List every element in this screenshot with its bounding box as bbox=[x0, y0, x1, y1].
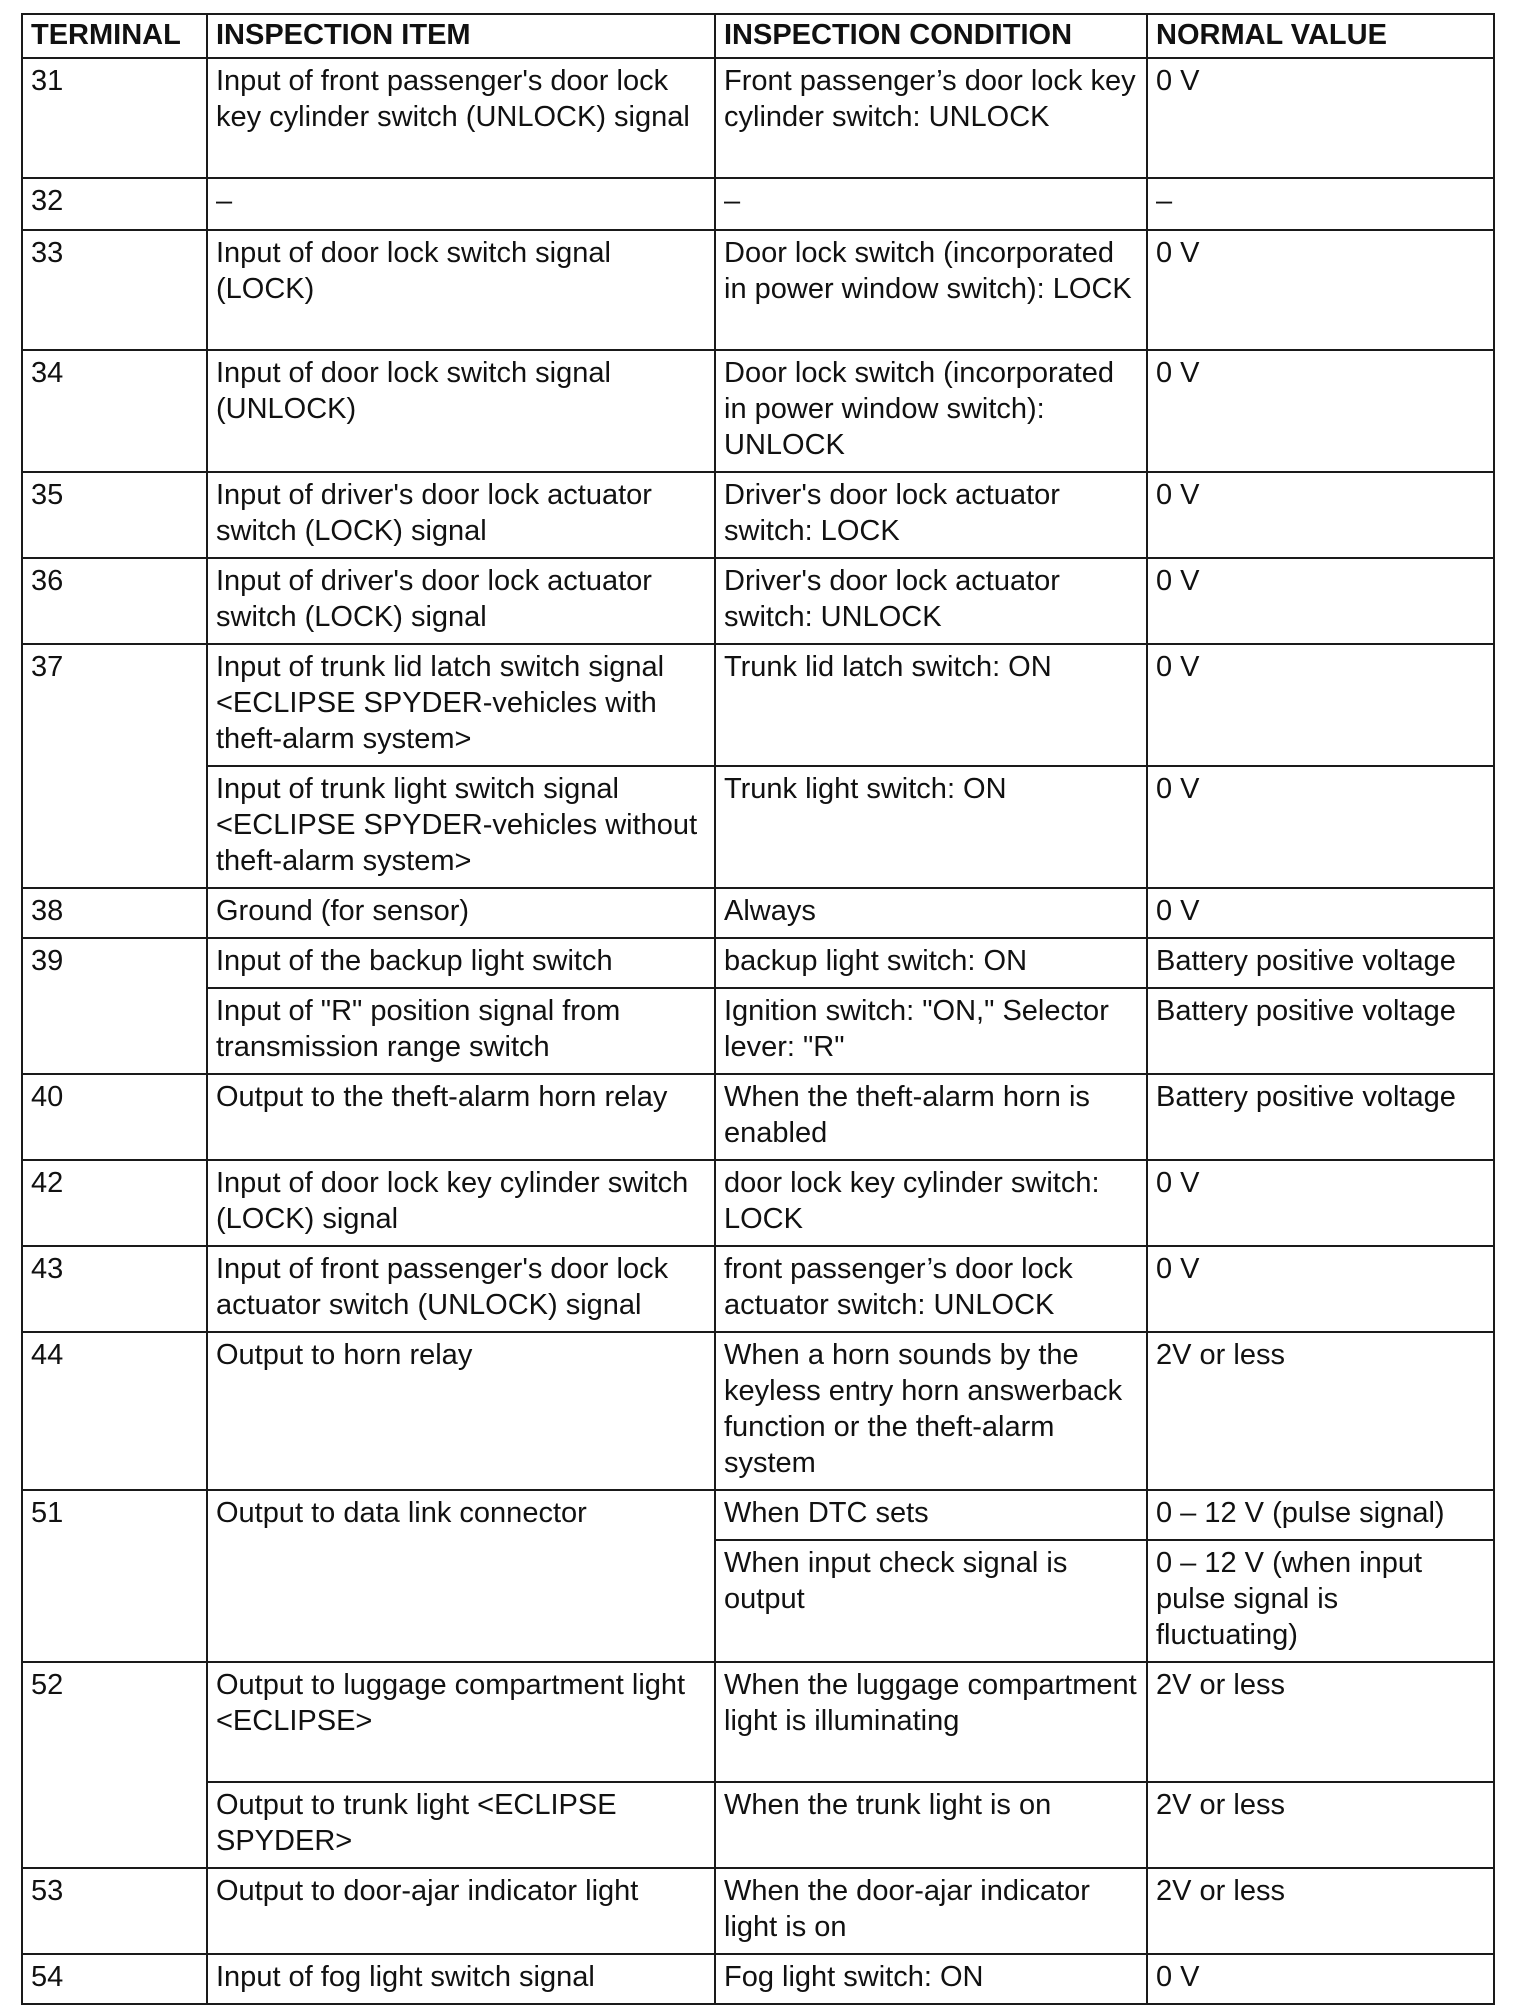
condition-cell: Ignition switch: "ON," Selector lever: "R" bbox=[715, 988, 1147, 1074]
item-cell: Output to the theft-alarm horn relay bbox=[207, 1074, 715, 1160]
table-row bbox=[22, 472, 1494, 558]
table-row bbox=[22, 988, 1494, 1074]
table-row bbox=[22, 558, 1494, 644]
terminal-cell: 38 bbox=[22, 888, 207, 938]
terminal-cell: 40 bbox=[22, 1074, 207, 1160]
condition-cell: Trunk light switch: ON bbox=[715, 766, 1147, 888]
table-row bbox=[22, 1662, 1494, 1782]
table-row bbox=[22, 230, 1494, 350]
header-inspection-item: INSPECTION ITEM bbox=[207, 14, 715, 58]
condition-cell: Driver's door lock actuator switch: UNLOCK bbox=[715, 558, 1147, 644]
table-row bbox=[22, 938, 1494, 988]
table-row bbox=[22, 1954, 1494, 2004]
condition-cell: Always bbox=[715, 888, 1147, 938]
header-terminal: TERMINAL bbox=[22, 14, 207, 58]
value-cell: 0 V bbox=[1147, 58, 1494, 178]
value-cell: Battery positive voltage bbox=[1147, 938, 1494, 988]
terminal-cell: 34 bbox=[22, 350, 207, 472]
condition-cell: Door lock switch (incorporated in power window switch): UNLOCK bbox=[715, 350, 1147, 472]
terminal-cell: 31 bbox=[22, 58, 207, 178]
value-cell: 0 V bbox=[1147, 472, 1494, 558]
table-row bbox=[22, 644, 1494, 766]
item-cell: Input of front passenger's door lock key cylinder switch (UNLOCK) signal bbox=[207, 58, 715, 178]
table-row bbox=[22, 1868, 1494, 1954]
terminal-cell: 37 bbox=[22, 644, 207, 888]
value-cell: 2V or less bbox=[1147, 1782, 1494, 1868]
header-inspection-condition: INSPECTION CONDITION bbox=[715, 14, 1147, 58]
value-cell: 0 – 12 V (when input pulse signal is fluctuating) bbox=[1147, 1540, 1494, 1662]
terminal-cell: 42 bbox=[22, 1160, 207, 1246]
condition-cell: When a horn sounds by the keyless entry horn answerback function or the theft-alarm system bbox=[715, 1332, 1147, 1490]
value-cell: 2V or less bbox=[1147, 1332, 1494, 1490]
terminal-cell: 35 bbox=[22, 472, 207, 558]
item-cell: Input of trunk lid latch switch signal <ECLIPSE SPYDER-vehicles with theft-alarm system> bbox=[207, 644, 715, 766]
item-cell: Output to luggage compartment light <ECLIPSE> bbox=[207, 1662, 715, 1782]
item-cell: Input of driver's door lock actuator switch (LOCK) signal bbox=[207, 558, 715, 644]
item-cell: Output to data link connector bbox=[207, 1490, 715, 1662]
table-row bbox=[22, 1782, 1494, 1868]
item-cell: Input of door lock key cylinder switch (LOCK) signal bbox=[207, 1160, 715, 1246]
value-cell: 2V or less bbox=[1147, 1868, 1494, 1954]
table-row bbox=[22, 1332, 1494, 1490]
value-cell: 2V or less bbox=[1147, 1662, 1494, 1782]
condition-cell: When input check signal is output bbox=[715, 1540, 1147, 1662]
item-cell: Input of fog light switch signal bbox=[207, 1954, 715, 2004]
terminal-cell: 36 bbox=[22, 558, 207, 644]
inspection-table bbox=[21, 13, 1495, 2005]
terminal-cell: 43 bbox=[22, 1246, 207, 1332]
table-row bbox=[22, 1490, 1494, 1540]
terminal-cell: 51 bbox=[22, 1490, 207, 1662]
terminal-cell: 39 bbox=[22, 938, 207, 1074]
value-cell: 0 V bbox=[1147, 230, 1494, 350]
value-cell: 0 – 12 V (pulse signal) bbox=[1147, 1490, 1494, 1540]
table-row bbox=[22, 1074, 1494, 1160]
condition-cell: When the theft-alarm horn is enabled bbox=[715, 1074, 1147, 1160]
condition-cell: Trunk lid latch switch: ON bbox=[715, 644, 1147, 766]
condition-cell: Driver's door lock actuator switch: LOCK bbox=[715, 472, 1147, 558]
condition-cell: When the luggage compartment light is illuminating bbox=[715, 1662, 1147, 1782]
terminal-cell: 33 bbox=[22, 230, 207, 350]
condition-cell: When DTC sets bbox=[715, 1490, 1147, 1540]
table-row bbox=[22, 178, 1494, 230]
terminal-cell: 32 bbox=[22, 178, 207, 230]
terminal-cell: 53 bbox=[22, 1868, 207, 1954]
item-cell: Output to door-ajar indicator light bbox=[207, 1868, 715, 1954]
terminal-cell: 54 bbox=[22, 1954, 207, 2004]
table-row bbox=[22, 1246, 1494, 1332]
item-cell: Ground (for sensor) bbox=[207, 888, 715, 938]
terminal-cell: 44 bbox=[22, 1332, 207, 1490]
terminal-cell: 52 bbox=[22, 1662, 207, 1868]
value-cell: 0 V bbox=[1147, 350, 1494, 472]
condition-cell: Front passenger’s door lock key cylinder switch: UNLOCK bbox=[715, 58, 1147, 178]
condition-cell: front passenger’s door lock actuator switch: UNLOCK bbox=[715, 1246, 1147, 1332]
condition-cell: When the door-ajar indicator light is on bbox=[715, 1868, 1147, 1954]
header-row bbox=[22, 14, 1494, 58]
table-row bbox=[22, 766, 1494, 888]
value-cell: 0 V bbox=[1147, 1954, 1494, 2004]
condition-cell: backup light switch: ON bbox=[715, 938, 1147, 988]
item-cell: Output to horn relay bbox=[207, 1332, 715, 1490]
item-cell: Input of door lock switch signal (LOCK) bbox=[207, 230, 715, 350]
table-row bbox=[22, 888, 1494, 938]
value-cell: 0 V bbox=[1147, 558, 1494, 644]
table-row bbox=[22, 350, 1494, 472]
condition-cell: When the trunk light is on bbox=[715, 1782, 1147, 1868]
table-row bbox=[22, 1160, 1494, 1246]
item-cell: – bbox=[207, 178, 715, 230]
item-cell: Input of the backup light switch bbox=[207, 938, 715, 988]
value-cell: Battery positive voltage bbox=[1147, 988, 1494, 1074]
condition-cell: Door lock switch (incorporated in power window switch): LOCK bbox=[715, 230, 1147, 350]
condition-cell: Fog light switch: ON bbox=[715, 1954, 1147, 2004]
value-cell: 0 V bbox=[1147, 888, 1494, 938]
value-cell: 0 V bbox=[1147, 766, 1494, 888]
item-cell: Input of door lock switch signal (UNLOCK) bbox=[207, 350, 715, 472]
value-cell: 0 V bbox=[1147, 1160, 1494, 1246]
condition-cell: door lock key cylinder switch: LOCK bbox=[715, 1160, 1147, 1246]
value-cell: – bbox=[1147, 178, 1494, 230]
value-cell: 0 V bbox=[1147, 1246, 1494, 1332]
item-cell: Output to trunk light <ECLIPSE SPYDER> bbox=[207, 1782, 715, 1868]
value-cell: 0 V bbox=[1147, 644, 1494, 766]
condition-cell: – bbox=[715, 178, 1147, 230]
item-cell: Input of driver's door lock actuator switch (LOCK) signal bbox=[207, 472, 715, 558]
item-cell: Input of front passenger's door lock actuator switch (UNLOCK) signal bbox=[207, 1246, 715, 1332]
item-cell: Input of "R" position signal from transmission range switch bbox=[207, 988, 715, 1074]
table-row bbox=[22, 58, 1494, 178]
value-cell: Battery positive voltage bbox=[1147, 1074, 1494, 1160]
header-normal-value: NORMAL VALUE bbox=[1147, 14, 1494, 58]
item-cell: Input of trunk light switch signal <ECLIPSE SPYDER-vehicles without theft-alarm system> bbox=[207, 766, 715, 888]
